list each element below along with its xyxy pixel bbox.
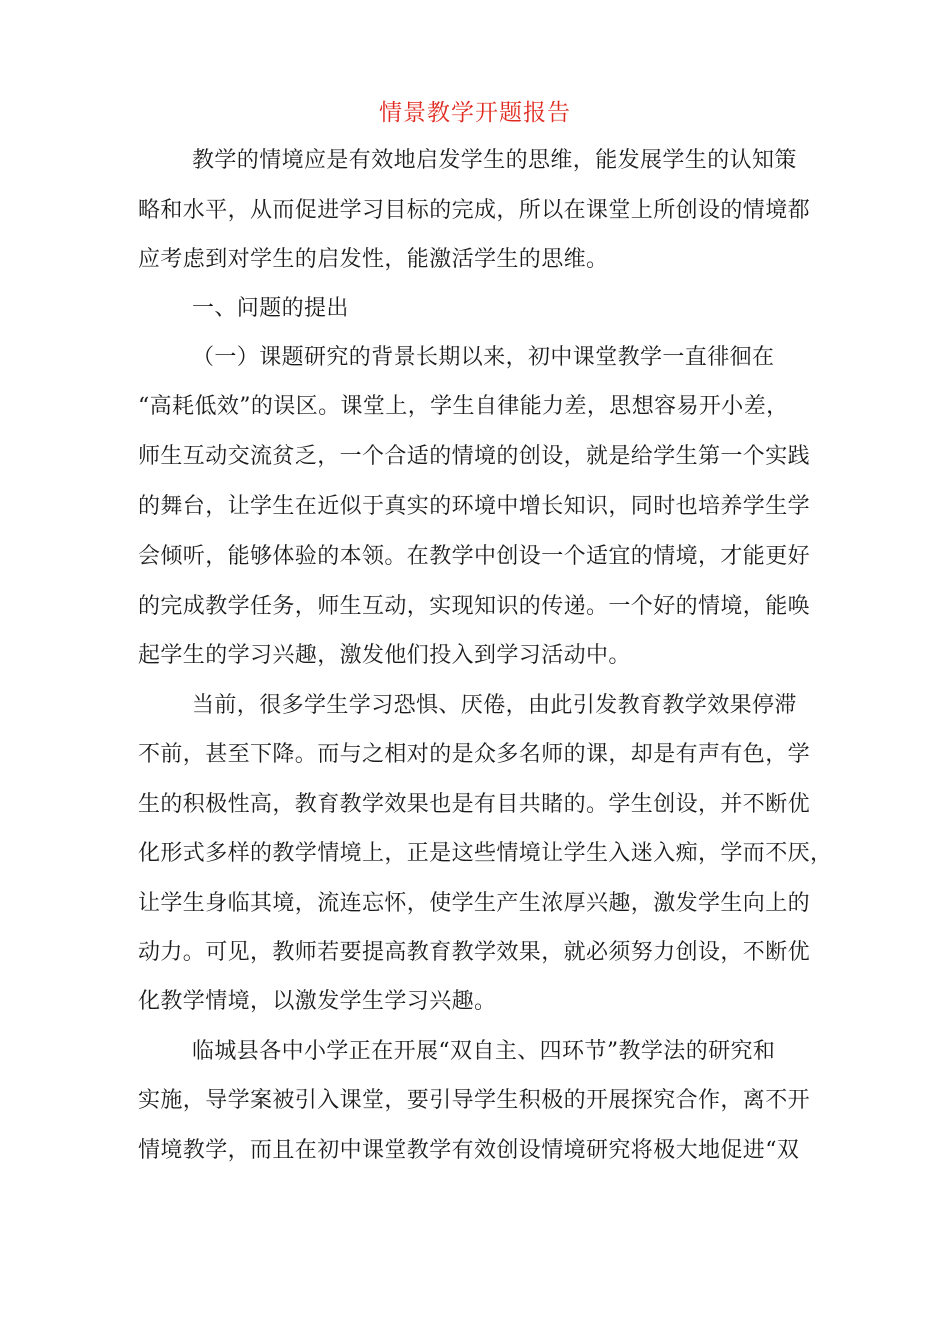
paragraph-line: 的完成教学任务，师生互动，实现知识的传递。一个好的情境，能唤: [138, 594, 811, 619]
paragraph-line: 让学生身临其境，流连忘怀，使学生产生浓厚兴趣，激发学生向上的: [138, 891, 811, 916]
paragraph-line: 化形式多样的教学情境上，正是这些情境让学生入迷入痴，学而不厌，: [138, 841, 833, 866]
paragraph-line: 实施，导学案被引入课堂，要引导学生积极的开展探究合作，离不开: [138, 1088, 811, 1113]
paragraph-line: （一）课题研究的背景长期以来，初中课堂教学一直徘徊在: [192, 345, 775, 370]
paragraph-line: 动力。可见，教师若要提高教育教学效果，就必须努力创设，不断优: [138, 940, 811, 965]
paragraph-line: 起学生的学习兴趣，激发他们投入到学习活动中。: [138, 643, 631, 668]
paragraph-line: 当前，很多学生学习恐惧、厌倦，由此引发教育教学效果停滞: [192, 693, 797, 718]
paragraph-line: “高耗低效”的误区。课堂上，学生自律能力差，思想容易开小差，: [138, 394, 789, 419]
paragraph-line: 教学的情境应是有效地启发学生的思维，能发展学生的认知策: [192, 148, 797, 173]
paragraph-line: 化教学情境，以激发学生学习兴趣。: [138, 989, 497, 1014]
paragraph-line: 不前，甚至下降。而与之相对的是众多名师的课，却是有声有色，学: [138, 742, 811, 767]
paragraph-line: 应考虑到对学生的启发性，能激活学生的思维。: [138, 247, 609, 272]
paragraph-line: 会倾听，能够体验的本领。在教学中创设一个适宜的情境，才能更好: [138, 544, 811, 569]
paragraph-line: 的舞台，让学生在近似于真实的环境中增长知识，同时也培养学生学: [138, 494, 811, 519]
document-title: 情景教学开题报告: [379, 100, 571, 126]
paragraph-line: 临城县各中小学正在开展“双自主、四环节”教学法的研究和: [192, 1039, 776, 1064]
section-heading: 一、问题的提出: [192, 296, 349, 321]
paragraph-line: 情境教学，而且在初中课堂教学有效创设情境研究将极大地促进“双: [138, 1138, 800, 1163]
paragraph-line: 师生互动交流贫乏，一个合适的情境的创设，就是给学生第一个实践: [138, 444, 811, 469]
paragraph-line: 略和水平，从而促进学习目标的完成，所以在课堂上所创设的情境都: [138, 198, 811, 223]
paragraph-line: 生的积极性高，教育教学效果也是有目共睹的。学生创设，并不断优: [138, 792, 811, 817]
